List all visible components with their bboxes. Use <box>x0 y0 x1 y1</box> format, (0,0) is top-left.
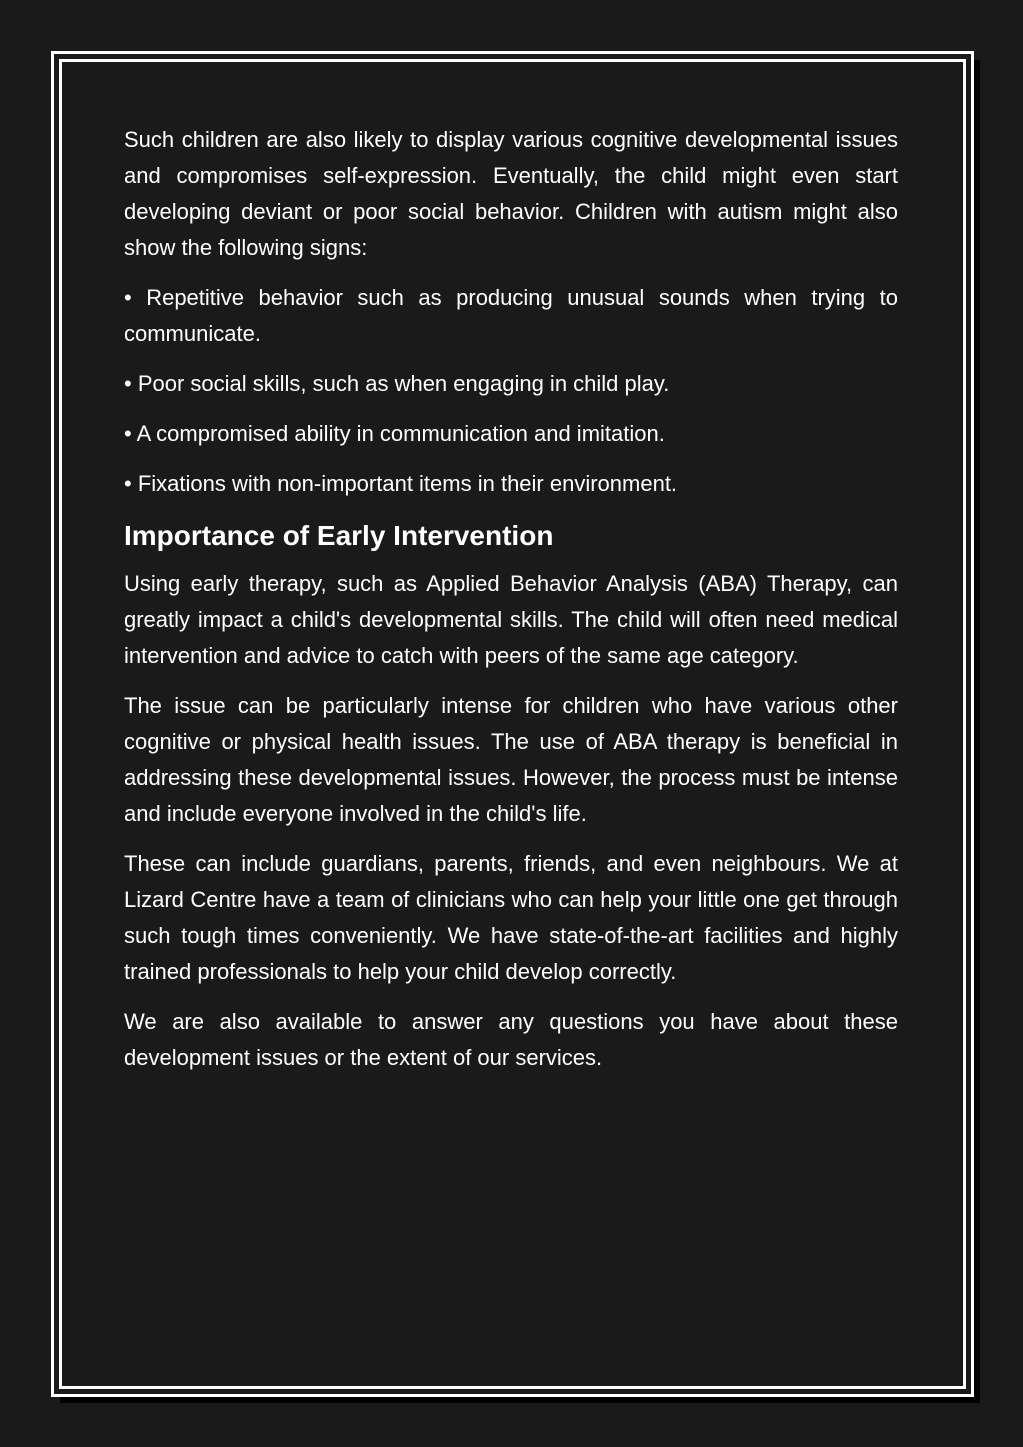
bullet-item-fixations: • Fixations with non-important items in their environment. <box>124 471 678 496</box>
issue-intensity-paragraph: The issue can be particularly intense for children who have various other cognitive or physical health issues. The use of ABA therapy is beneficial in addressing these developmental issues. However, the process must be intense and include everyone involved in the child's life. <box>124 693 898 826</box>
questions-paragraph: We are also available to answer any questions you have about these development issues or the extent of our services. <box>124 1009 898 1070</box>
document-body <box>124 122 898 1090</box>
bullet-item-poor-social-skills: • Poor social skills, such as when engaging in child play. <box>124 371 670 396</box>
lizard-centre-paragraph: These can include guardians, parents, friends, and even neighbours. We at Lizard Centre have a team of clinicians who can help your little one get through such tough times conveniently. We have state-of-the-art facilities and highly trained professionals to help your child develop correctly. <box>124 851 898 984</box>
early-therapy-paragraph: Using early therapy, such as Applied Behavior Analysis (ABA) Therapy, can greatly impact a child's developmental skills. The child will often need medical intervention and advice to catch with peers of the same age category. <box>124 571 898 668</box>
intro-paragraph: Such children are also likely to display various cognitive developmental issues and compromises self-expression. Eventually, the child might even start developing deviant or poor social behavior. Children with autism might also show the following signs: <box>124 127 898 260</box>
section-heading: Importance of Early Intervention <box>124 520 554 551</box>
bullet-item-repetitive-behavior: • Repetitive behavior such as producing unusual sounds when trying to communicate. <box>124 285 898 346</box>
bullet-item-compromised-communication: • A compromised ability in communication and imitation. <box>124 421 665 446</box>
